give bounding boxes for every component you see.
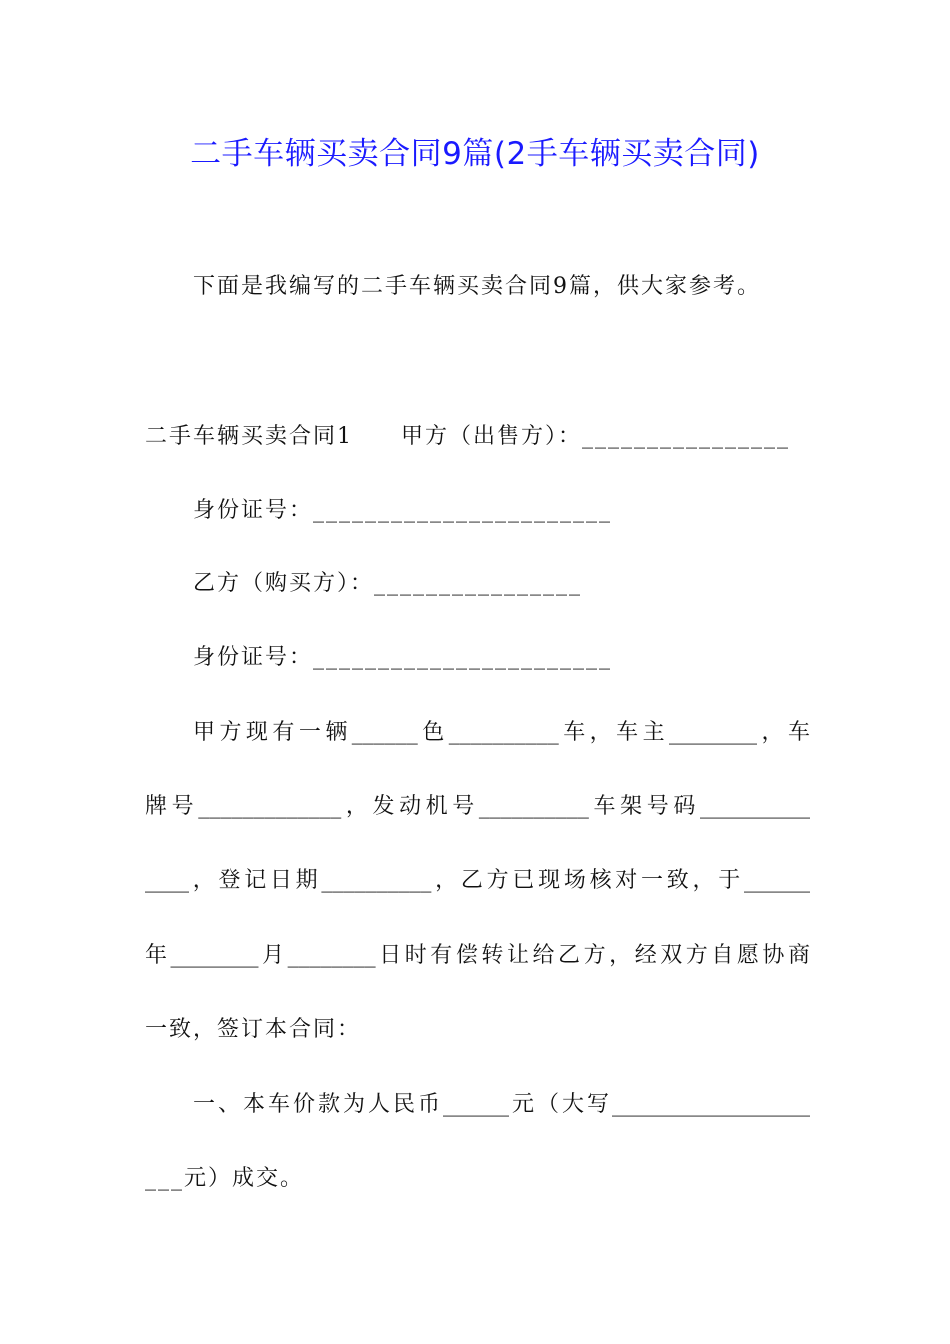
contract-clause-line: 一、本车价款为人民币______元（大写__________________ bbox=[193, 1092, 810, 1117]
contract-line-buyer: 乙方（购买方）：________________ bbox=[193, 571, 583, 596]
contract-line-seller-id: 身份证号：_______________________ bbox=[193, 498, 613, 523]
document-title: 二手车辆买卖合同9篇(2手车辆买卖合同) bbox=[190, 136, 760, 172]
intro-paragraph: 下面是我编写的二手车辆买卖合同9篇，供大家参考。 bbox=[193, 274, 761, 299]
contract-paragraph-line: ____，登记日期__________，乙方已现场核对一致，于______ bbox=[145, 868, 810, 893]
contract-line-buyer-id: 身份证号：_______________________ bbox=[193, 645, 613, 670]
contract-line-seller: 二手车辆买卖合同1 甲方（出售方）：________________ bbox=[145, 424, 790, 449]
contract-paragraph-line: 年________月________日时有偿转让给乙方，经双方自愿协商 bbox=[145, 943, 810, 968]
contract-paragraph-line: 一致，签订本合同： bbox=[145, 1017, 362, 1042]
contract-clause-line: ___元）成交。 bbox=[145, 1166, 305, 1191]
contract-paragraph-line: 甲方现有一辆______色__________车，车主________，车 bbox=[193, 720, 810, 745]
contract-paragraph-line: 牌号_____________，发动机号__________车架号码__________ bbox=[145, 794, 810, 819]
